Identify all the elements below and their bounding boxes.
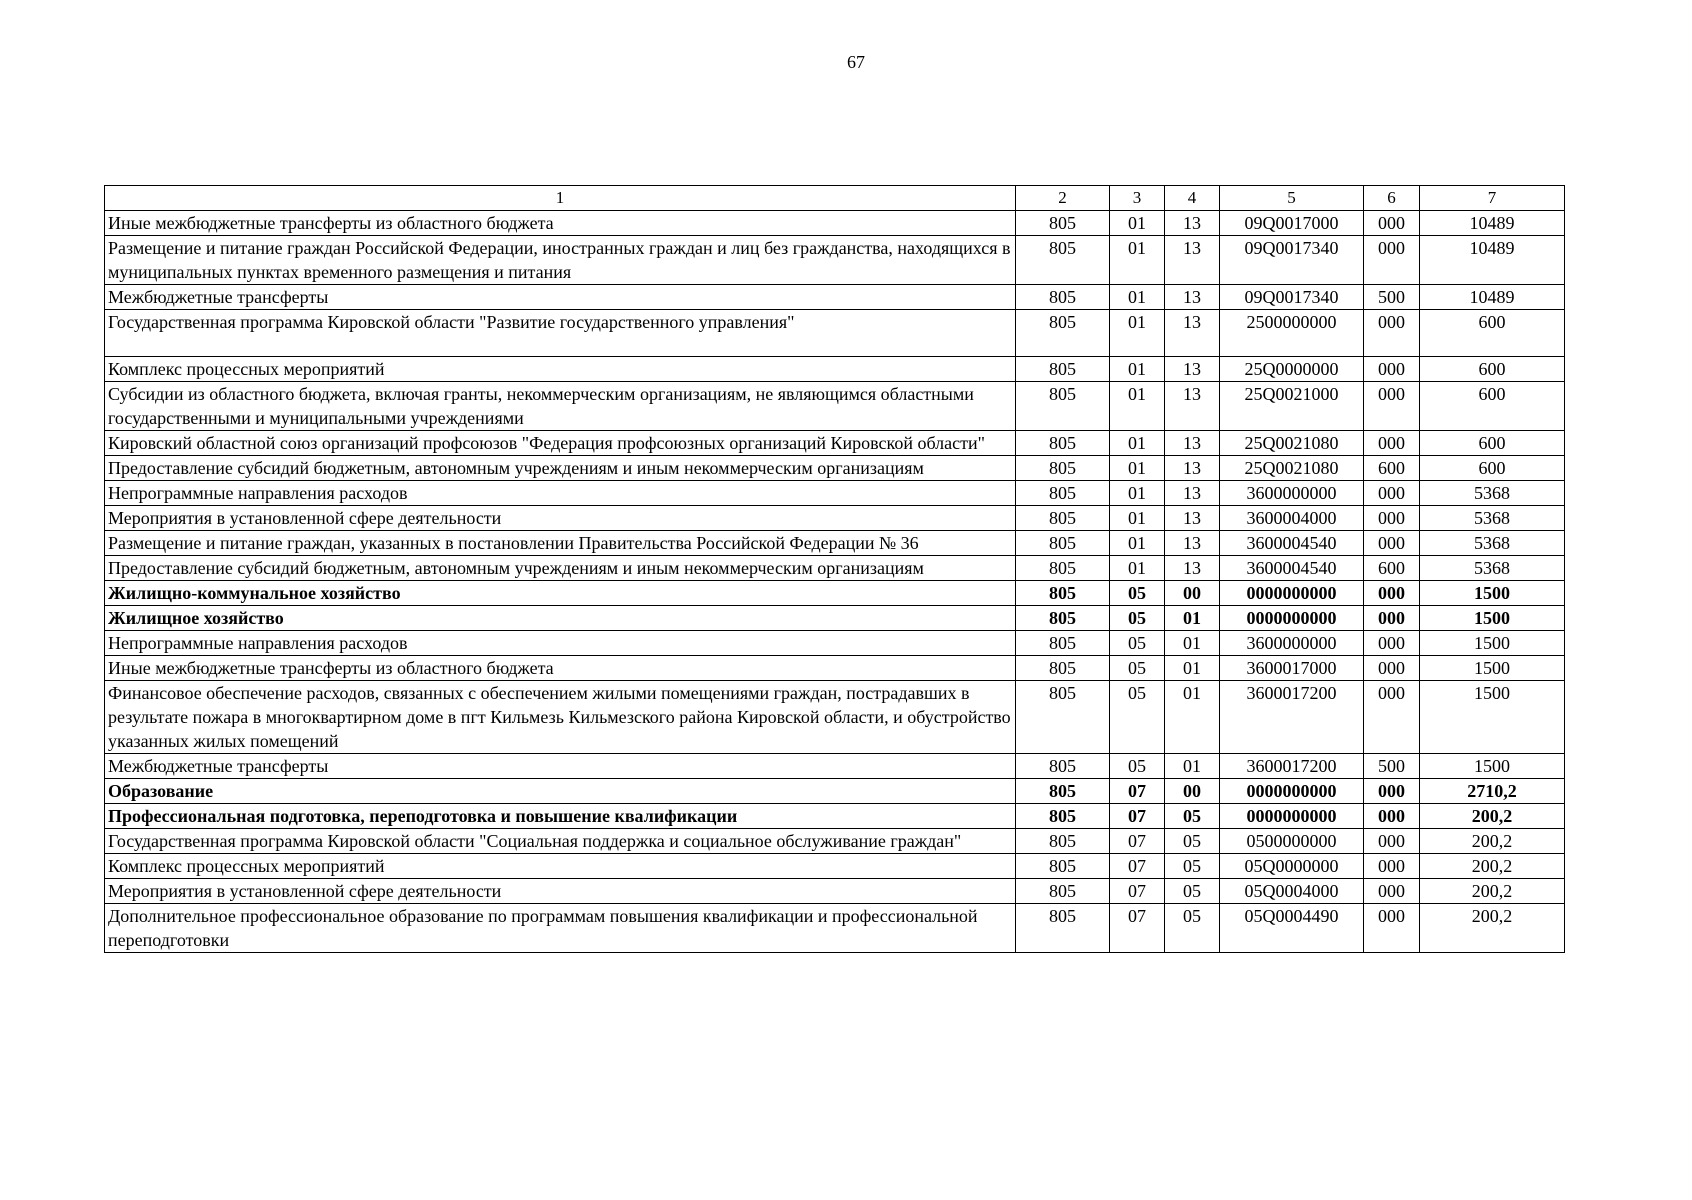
- row-pr-cell: 01: [1165, 631, 1220, 656]
- row-sum-cell: 10489: [1420, 236, 1565, 285]
- row-vr-cell: 000: [1364, 656, 1420, 681]
- row-csr-cell: 25Q0021080: [1220, 431, 1364, 456]
- table-row: [105, 211, 1565, 236]
- row-ved-cell: 805: [1016, 310, 1110, 357]
- row-rz-cell: 01: [1110, 556, 1165, 581]
- row-sum-cell: 5368: [1420, 506, 1565, 531]
- row-pr-cell: 05: [1165, 829, 1220, 854]
- row-ved-cell: 805: [1016, 606, 1110, 631]
- row-csr-cell: 2500000000: [1220, 310, 1364, 357]
- row-name-cell: Межбюджетные трансферты: [105, 754, 1016, 779]
- row-pr-cell: 13: [1165, 481, 1220, 506]
- table-row: [105, 879, 1565, 904]
- row-name-cell: Образование: [105, 779, 1016, 804]
- row-pr-cell: 01: [1165, 606, 1220, 631]
- row-name-cell: Кировский областной союз организаций профсоюзов "Федерация профсоюзных организаций Кировской области": [105, 431, 1016, 456]
- table-row: [105, 804, 1565, 829]
- row-rz-cell: 01: [1110, 357, 1165, 382]
- row-rz-cell: 01: [1110, 481, 1165, 506]
- row-rz-cell: 01: [1110, 236, 1165, 285]
- row-sum-cell: 600: [1420, 310, 1565, 357]
- table-row: [105, 382, 1565, 431]
- row-pr-cell: 13: [1165, 506, 1220, 531]
- row-rz-cell: 01: [1110, 531, 1165, 556]
- row-pr-cell: 13: [1165, 285, 1220, 310]
- row-vr-cell: 000: [1364, 211, 1420, 236]
- row-name-cell: Предоставление субсидий бюджетным, автономным учреждениям и иным некоммерческим организациям: [105, 456, 1016, 481]
- row-ved-cell: 805: [1016, 656, 1110, 681]
- row-csr-cell: 0500000000: [1220, 829, 1364, 854]
- row-vr-cell: 000: [1364, 879, 1420, 904]
- row-csr-cell: 25Q0000000: [1220, 357, 1364, 382]
- row-csr-cell: 3600004000: [1220, 506, 1364, 531]
- row-rz-cell: 07: [1110, 804, 1165, 829]
- row-vr-cell: 500: [1364, 285, 1420, 310]
- table-row: [105, 631, 1565, 656]
- row-name-cell: Непрограммные направления расходов: [105, 481, 1016, 506]
- row-vr-cell: 000: [1364, 854, 1420, 879]
- row-sum-cell: 600: [1420, 431, 1565, 456]
- row-sum-cell: 5368: [1420, 531, 1565, 556]
- row-csr-cell: 05Q0004490: [1220, 904, 1364, 953]
- row-name-cell: Жилищно-коммунальное хозяйство: [105, 581, 1016, 606]
- row-sum-cell: 1500: [1420, 681, 1565, 754]
- row-rz-cell: 07: [1110, 779, 1165, 804]
- row-csr-cell: 09Q0017340: [1220, 236, 1364, 285]
- table-row: [105, 754, 1565, 779]
- table-row: [105, 506, 1565, 531]
- row-pr-cell: 13: [1165, 211, 1220, 236]
- row-name-cell: Предоставление субсидий бюджетным, автономным учреждениям и иным некоммерческим организациям: [105, 556, 1016, 581]
- row-ved-cell: 805: [1016, 456, 1110, 481]
- row-rz-cell: 05: [1110, 631, 1165, 656]
- row-pr-cell: 05: [1165, 904, 1220, 953]
- table-row: [105, 531, 1565, 556]
- row-ved-cell: 805: [1016, 829, 1110, 854]
- row-name-cell: Размещение и питание граждан Российской Федерации, иностранных граждан и лиц без гражданства, находящихся в муниципальных пунктах временного размещения и питания: [105, 236, 1016, 285]
- row-csr-cell: 25Q0021080: [1220, 456, 1364, 481]
- table-row: [105, 904, 1565, 953]
- table-row: [105, 829, 1565, 854]
- table-row: [105, 431, 1565, 456]
- row-pr-cell: 13: [1165, 382, 1220, 431]
- row-rz-cell: 07: [1110, 904, 1165, 953]
- row-csr-cell: 3600017200: [1220, 754, 1364, 779]
- row-rz-cell: 05: [1110, 606, 1165, 631]
- row-vr-cell: 600: [1364, 456, 1420, 481]
- row-rz-cell: 05: [1110, 581, 1165, 606]
- row-sum-cell: 200,2: [1420, 879, 1565, 904]
- table-row: [105, 556, 1565, 581]
- table-row: [105, 606, 1565, 631]
- row-ved-cell: 805: [1016, 581, 1110, 606]
- row-csr-cell: 09Q0017340: [1220, 285, 1364, 310]
- row-ved-cell: 805: [1016, 754, 1110, 779]
- row-sum-cell: 10489: [1420, 285, 1565, 310]
- row-vr-cell: 000: [1364, 310, 1420, 357]
- row-csr-cell: 09Q0017000: [1220, 211, 1364, 236]
- row-ved-cell: 805: [1016, 357, 1110, 382]
- row-name-cell: Межбюджетные трансферты: [105, 285, 1016, 310]
- row-csr-cell: 25Q0021000: [1220, 382, 1364, 431]
- row-ved-cell: 805: [1016, 236, 1110, 285]
- table-row: [105, 854, 1565, 879]
- row-name-cell: Мероприятия в установленной сфере деятельности: [105, 506, 1016, 531]
- row-sum-cell: 200,2: [1420, 904, 1565, 953]
- row-name-cell: Государственная программа Кировской области "Социальная поддержка и социальное обслуживание граждан": [105, 829, 1016, 854]
- row-ved-cell: 805: [1016, 506, 1110, 531]
- table-row: [105, 481, 1565, 506]
- row-ved-cell: 805: [1016, 879, 1110, 904]
- row-pr-cell: 13: [1165, 236, 1220, 285]
- row-ved-cell: 805: [1016, 431, 1110, 456]
- row-csr-cell: 0000000000: [1220, 779, 1364, 804]
- row-pr-cell: 00: [1165, 581, 1220, 606]
- row-vr-cell: 000: [1364, 779, 1420, 804]
- row-vr-cell: 000: [1364, 531, 1420, 556]
- header-col-4: 4: [1165, 186, 1220, 211]
- row-pr-cell: 13: [1165, 310, 1220, 357]
- row-rz-cell: 05: [1110, 681, 1165, 754]
- row-sum-cell: 600: [1420, 357, 1565, 382]
- table-row: [105, 357, 1565, 382]
- header-col-6: 6: [1364, 186, 1420, 211]
- table-row: [105, 310, 1565, 357]
- row-rz-cell: 01: [1110, 506, 1165, 531]
- table-row: [105, 236, 1565, 285]
- row-sum-cell: 1500: [1420, 581, 1565, 606]
- row-name-cell: Непрограммные направления расходов: [105, 631, 1016, 656]
- table-row: [105, 456, 1565, 481]
- row-vr-cell: 000: [1364, 481, 1420, 506]
- page-number: 67: [847, 52, 865, 72]
- row-vr-cell: 000: [1364, 681, 1420, 754]
- row-rz-cell: 05: [1110, 656, 1165, 681]
- row-sum-cell: 600: [1420, 456, 1565, 481]
- row-sum-cell: 200,2: [1420, 854, 1565, 879]
- row-csr-cell: 3600004540: [1220, 556, 1364, 581]
- row-vr-cell: 000: [1364, 904, 1420, 953]
- row-csr-cell: 0000000000: [1220, 581, 1364, 606]
- row-name-cell: Дополнительное профессиональное образование по программам повышения квалификации и профессиональной переподготовки: [105, 904, 1016, 953]
- row-rz-cell: 01: [1110, 431, 1165, 456]
- row-name-cell: Мероприятия в установленной сфере деятельности: [105, 879, 1016, 904]
- row-name-cell: Профессиональная подготовка, переподготовка и повышение квалификации: [105, 804, 1016, 829]
- row-csr-cell: 0000000000: [1220, 804, 1364, 829]
- row-rz-cell: 01: [1110, 285, 1165, 310]
- row-ved-cell: 805: [1016, 681, 1110, 754]
- row-sum-cell: 200,2: [1420, 829, 1565, 854]
- row-name-cell: Иные межбюджетные трансферты из областного бюджета: [105, 656, 1016, 681]
- row-sum-cell: 600: [1420, 382, 1565, 431]
- row-rz-cell: 01: [1110, 211, 1165, 236]
- row-ved-cell: 805: [1016, 285, 1110, 310]
- row-vr-cell: 000: [1364, 236, 1420, 285]
- row-vr-cell: 000: [1364, 581, 1420, 606]
- row-pr-cell: 05: [1165, 854, 1220, 879]
- table-body: [105, 211, 1565, 953]
- row-vr-cell: 000: [1364, 631, 1420, 656]
- row-name-cell: Жилищное хозяйство: [105, 606, 1016, 631]
- budget-table: [104, 185, 1565, 953]
- table-row: [105, 779, 1565, 804]
- row-name-cell: Субсидии из областного бюджета, включая гранты, некоммерческим организациям, не являющимся областными государственными и муниципальными учреждениями: [105, 382, 1016, 431]
- row-ved-cell: 805: [1016, 556, 1110, 581]
- row-name-cell: Финансовое обеспечение расходов, связанных с обеспечением жилыми помещениями граждан, пострадавших в результате пожара в многоквартирном доме в пгт Кильмезь Кильмезского района Кировской области, и обустройство указанных жилых помещений: [105, 681, 1016, 754]
- row-sum-cell: 1500: [1420, 631, 1565, 656]
- row-name-cell: Иные межбюджетные трансферты из областного бюджета: [105, 211, 1016, 236]
- row-vr-cell: 000: [1364, 506, 1420, 531]
- row-csr-cell: 3600017000: [1220, 656, 1364, 681]
- row-name-cell: Комплекс процессных мероприятий: [105, 854, 1016, 879]
- row-sum-cell: 200,2: [1420, 804, 1565, 829]
- row-name-cell: Государственная программа Кировской области "Развитие государственного управления": [105, 310, 1016, 357]
- header-col-7: 7: [1420, 186, 1565, 211]
- row-rz-cell: 01: [1110, 382, 1165, 431]
- header-col-5: 5: [1220, 186, 1364, 211]
- row-vr-cell: 000: [1364, 431, 1420, 456]
- row-sum-cell: 1500: [1420, 754, 1565, 779]
- header-col-3: 3: [1110, 186, 1165, 211]
- table-header-row: [105, 186, 1565, 211]
- row-pr-cell: 13: [1165, 431, 1220, 456]
- row-ved-cell: 805: [1016, 854, 1110, 879]
- row-sum-cell: 5368: [1420, 556, 1565, 581]
- row-pr-cell: 00: [1165, 779, 1220, 804]
- row-csr-cell: 3600004540: [1220, 531, 1364, 556]
- row-vr-cell: 600: [1364, 556, 1420, 581]
- row-csr-cell: 3600017200: [1220, 681, 1364, 754]
- header-col-2: 2: [1016, 186, 1110, 211]
- table-row: [105, 656, 1565, 681]
- row-pr-cell: 01: [1165, 681, 1220, 754]
- table-row: [105, 681, 1565, 754]
- row-pr-cell: 01: [1165, 656, 1220, 681]
- row-sum-cell: 2710,2: [1420, 779, 1565, 804]
- row-pr-cell: 13: [1165, 357, 1220, 382]
- row-pr-cell: 01: [1165, 754, 1220, 779]
- row-ved-cell: 805: [1016, 531, 1110, 556]
- row-vr-cell: 000: [1364, 804, 1420, 829]
- header-col-1: 1: [105, 186, 1016, 211]
- row-vr-cell: 000: [1364, 606, 1420, 631]
- row-csr-cell: 3600000000: [1220, 631, 1364, 656]
- row-pr-cell: 05: [1165, 879, 1220, 904]
- row-sum-cell: 1500: [1420, 656, 1565, 681]
- row-pr-cell: 05: [1165, 804, 1220, 829]
- row-ved-cell: 805: [1016, 631, 1110, 656]
- row-ved-cell: 805: [1016, 211, 1110, 236]
- row-rz-cell: 01: [1110, 456, 1165, 481]
- row-name-cell: Комплекс процессных мероприятий: [105, 357, 1016, 382]
- row-rz-cell: 05: [1110, 754, 1165, 779]
- row-ved-cell: 805: [1016, 481, 1110, 506]
- row-ved-cell: 805: [1016, 804, 1110, 829]
- row-ved-cell: 805: [1016, 382, 1110, 431]
- table-row: [105, 581, 1565, 606]
- row-pr-cell: 13: [1165, 531, 1220, 556]
- row-sum-cell: 1500: [1420, 606, 1565, 631]
- row-vr-cell: 000: [1364, 382, 1420, 431]
- table-row: [105, 285, 1565, 310]
- row-rz-cell: 07: [1110, 879, 1165, 904]
- row-vr-cell: 000: [1364, 357, 1420, 382]
- row-rz-cell: 07: [1110, 854, 1165, 879]
- row-pr-cell: 13: [1165, 456, 1220, 481]
- row-name-cell: Размещение и питание граждан, указанных в постановлении Правительства Российской Федерации № 36: [105, 531, 1016, 556]
- row-sum-cell: 5368: [1420, 481, 1565, 506]
- row-pr-cell: 13: [1165, 556, 1220, 581]
- row-csr-cell: 05Q0000000: [1220, 854, 1364, 879]
- row-ved-cell: 805: [1016, 904, 1110, 953]
- row-vr-cell: 500: [1364, 754, 1420, 779]
- row-vr-cell: 000: [1364, 829, 1420, 854]
- row-ved-cell: 805: [1016, 779, 1110, 804]
- row-rz-cell: 01: [1110, 310, 1165, 357]
- row-sum-cell: 10489: [1420, 211, 1565, 236]
- row-rz-cell: 07: [1110, 829, 1165, 854]
- row-csr-cell: 0000000000: [1220, 606, 1364, 631]
- row-csr-cell: 05Q0004000: [1220, 879, 1364, 904]
- row-csr-cell: 3600000000: [1220, 481, 1364, 506]
